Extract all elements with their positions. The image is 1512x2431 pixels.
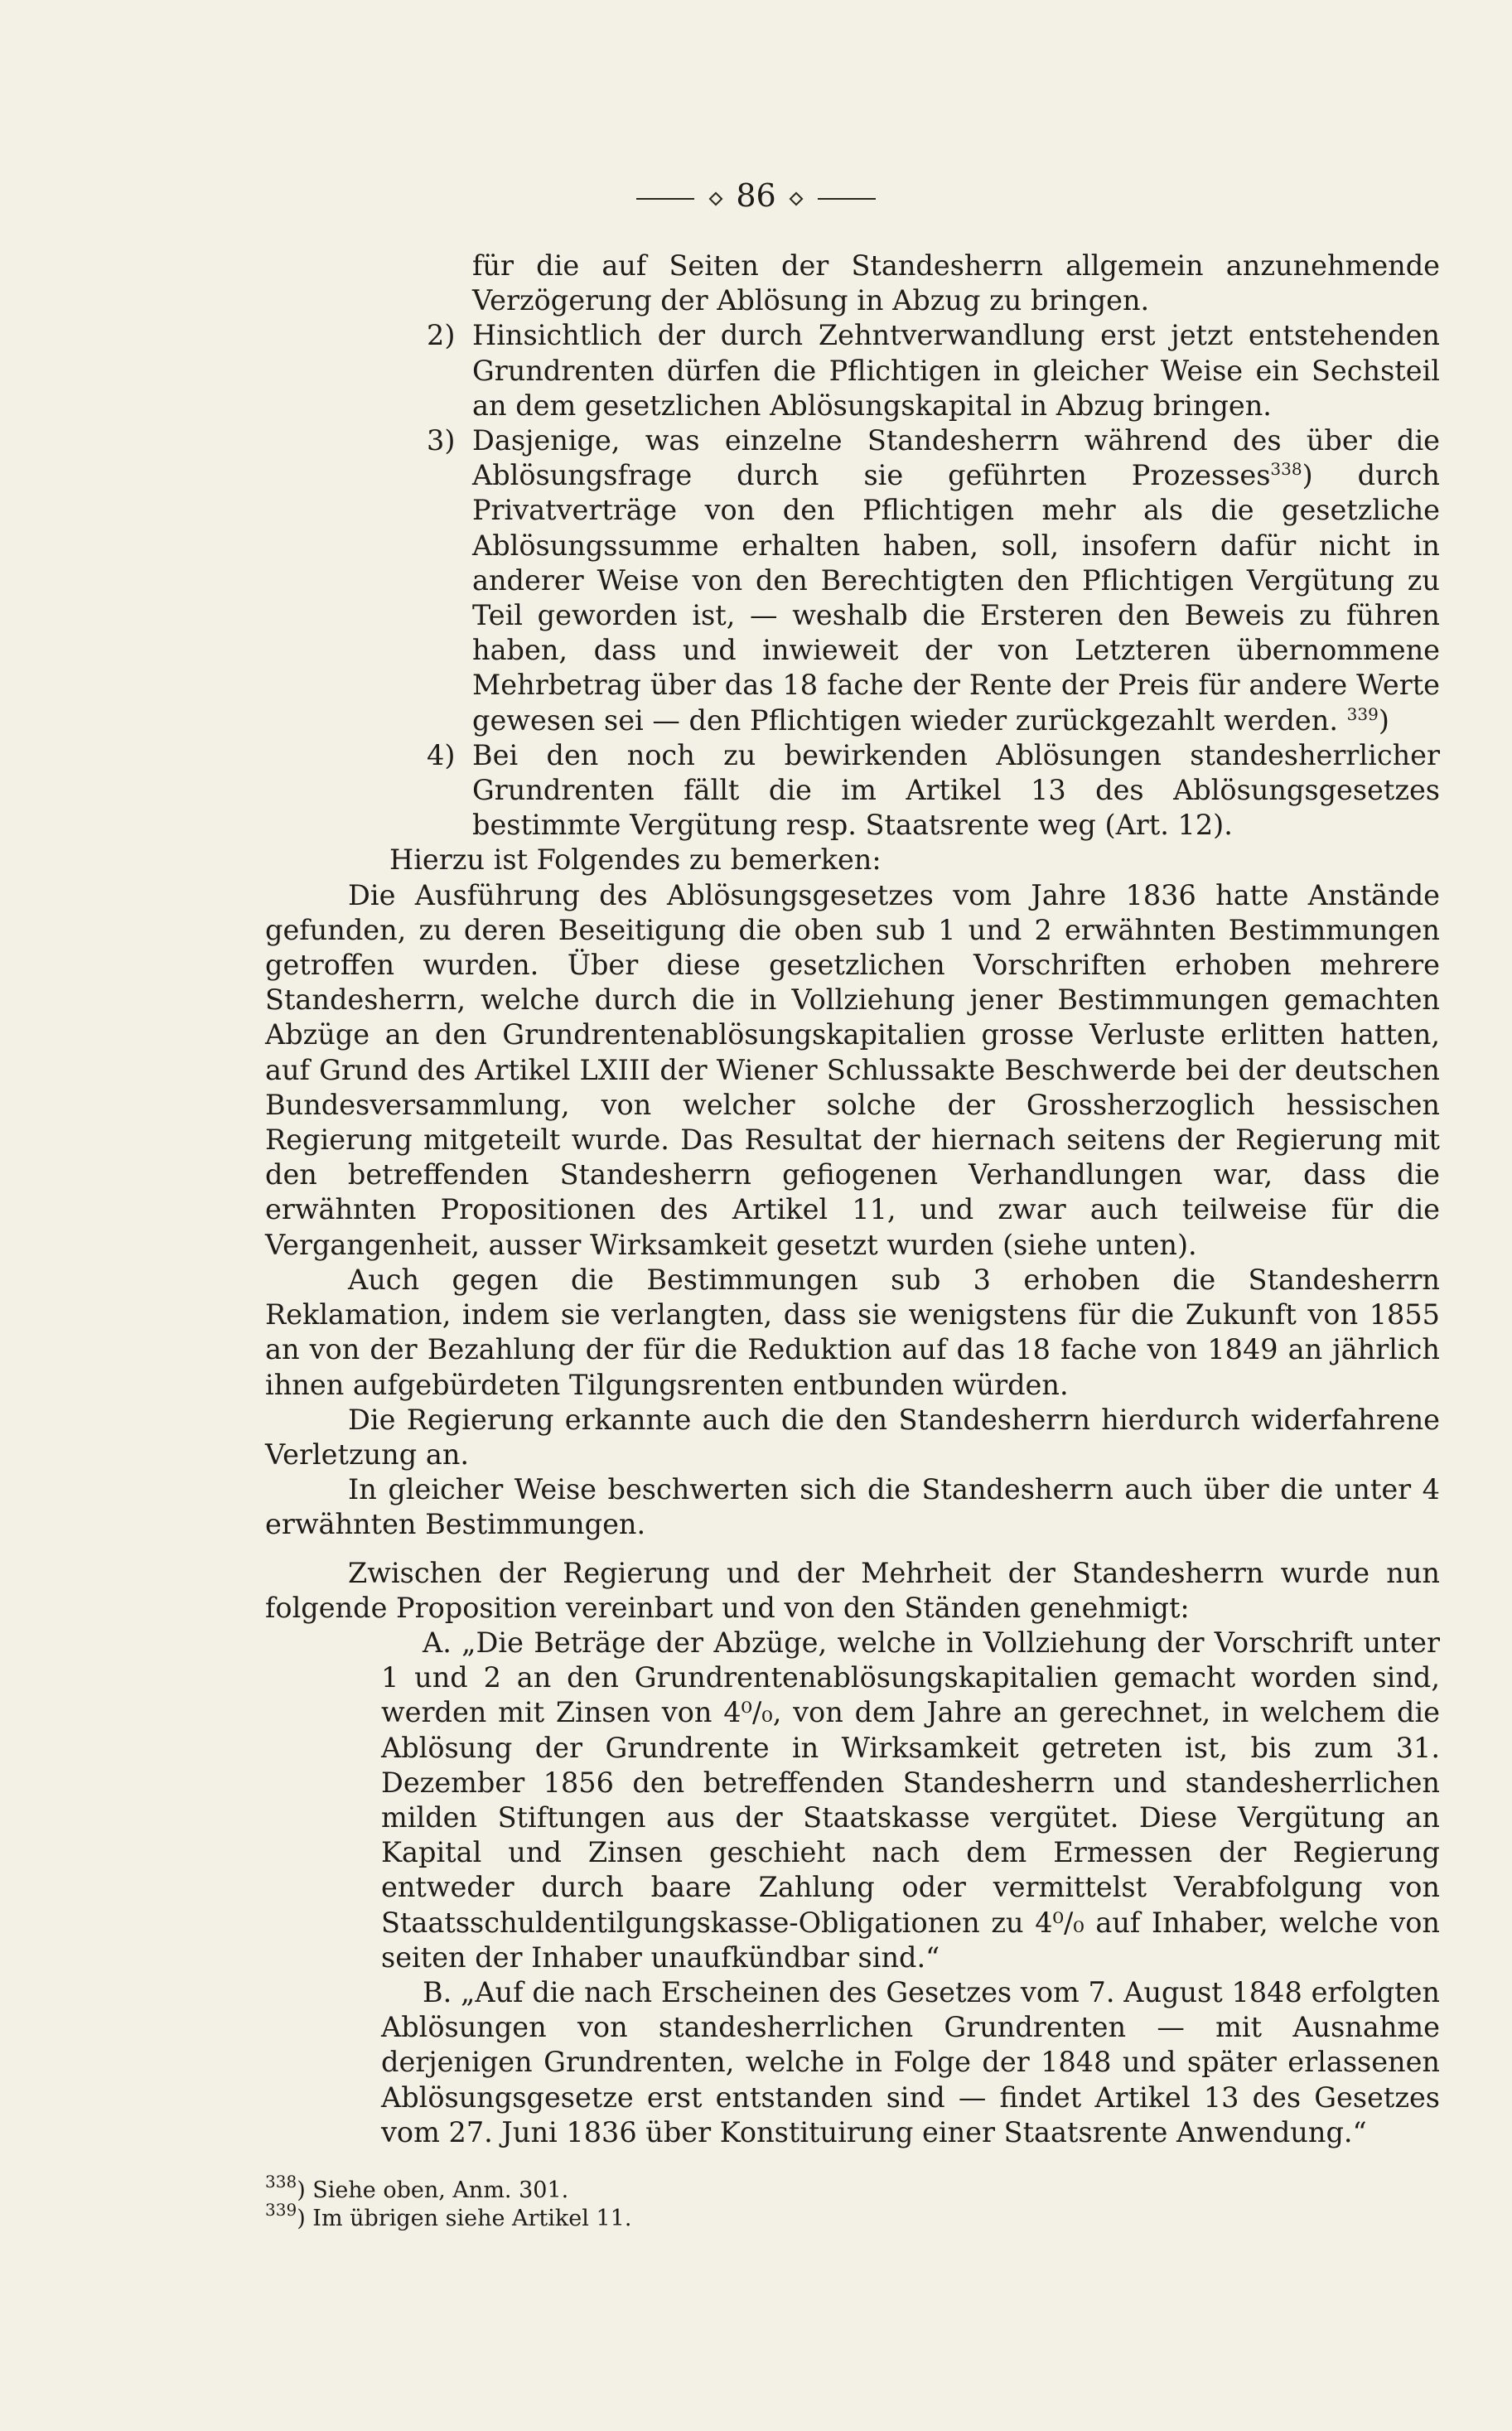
paragraph: Auch gegen die Bestimmungen sub 3 erhoben die Standesherrn Reklamation, indem sie verlangten, dass sie wenigstens für die Zukunft von 1855 an von der Bezahlung der für die Reduktion auf das 18 fache von 1849 an jährlich ihnen aufgebürdeten Tilgungsrenten entbunden würden. bbox=[265, 1263, 1440, 1401]
paragraph: Die Regierung erkannte auch die den Standesherrn hierdurch widerfahrene Verletzung an. bbox=[265, 1403, 1440, 1471]
ornament-left bbox=[636, 198, 694, 200]
footnote-ref-338[interactable]: 338 bbox=[1270, 459, 1302, 480]
list-item-text-a: Dasjenige, was einzelne Standesherrn während des über die Ablösungsfrage durch sie geführten Prozesses bbox=[472, 424, 1440, 492]
page-number: 86 bbox=[736, 177, 776, 214]
paragraph: In gleicher Weise beschwerten sich die Standesherrn auch über die unter 4 erwähnten Bestimmungen. bbox=[265, 1473, 1440, 1541]
list-number: 4) bbox=[427, 738, 456, 771]
list-item-4 bbox=[265, 738, 1440, 843]
list-item-3 bbox=[265, 423, 1440, 738]
footnote-text: ) Siehe oben, Anm. 301. bbox=[297, 2177, 569, 2203]
footnotes bbox=[265, 2171, 1440, 2233]
remark-heading: Hierzu ist Folgendes zu bemerken: bbox=[389, 843, 882, 877]
footnote-ref-339[interactable]: 339 bbox=[1346, 703, 1379, 724]
list-number: 2) bbox=[427, 319, 456, 352]
footnote-text: ) Im übrigen siehe Artikel 11. bbox=[297, 2205, 632, 2231]
list-item-text: Hinsichtlich der durch Zehntverwandlung erst jetzt entstehenden Grundrenten dürfen die Pflichtigen in gleicher Weise ein Sechsteil an dem gesetzlichen Ablösungskapital in Abzug bringen. bbox=[472, 319, 1440, 422]
main-text bbox=[265, 249, 1440, 2233]
proposition-b: B. „Auf die nach Erscheinen des Gesetzes vom 7. August 1848 erfolgten Ablösungen von standesherrlichen Grundrenten — mit Ausnahme derjenigen Grundrenten, welche in Folge der 1848 und später erlassenen Ablösungsgesetze erst entstanden sind — findet Artikel 13 des Gesetzes vom 27. Juni 1836 über Konstituirung einer Staatsrente Anwendung.“ bbox=[381, 1975, 1440, 2148]
list-item-text-b: ) durch Privatverträge von den Pflichtigen mehr als die gesetzliche Ablösungssumme erhalten haben, soll, insofern dafür nicht in anderer Weise von den Berechtigten den Pflichtigen Vergütung zu Teil geworden ist, — weshalb die Ersteren den Beweis zu führen haben, dass und inwieweit der von Letzteren übernommene Mehrbetrag über das 18 fache der Rente der Preis für andere Werte gewesen sei — den Pflichtigen wieder zurückgezahlt werden. bbox=[472, 459, 1440, 737]
list-item-2 bbox=[265, 318, 1440, 423]
proposition-a: A. „Die Beträge der Abzüge, welche in Vollziehung der Vorschrift unter 1 und 2 an den Grundrentenablösungskapitalien gemacht worden sind, werden mit Zinsen von 4⁰/₀, von dem Jahre an gerechnet, in welchem die Ablösung der Grundrente in Wirksamkeit getreten ist, bis zum 31. Dezember 1856 den betreffenden Standesherrn und standesherrlichen milden Stiftungen aus der Staatskasse vergütet. Diese Vergütung an Kapital und Zinsen geschieht nach dem Ermessen der Regierung entweder durch baare Zahlung oder vermittelst Verabfolgung von Staatsschuldentilgungskasse-Obligationen zu 4⁰/₀ auf Inhaber, welche von seiten der Inhaber unaufkündbar sind.“ bbox=[381, 1626, 1440, 1974]
paragraph: Die Ausführung des Ablösungsgesetzes vom Jahre 1836 hatte Anstände gefunden, zu deren Beseitigung die oben sub 1 und 2 erwähnten Bestimmungen getroffen wurden. Über diese gesetzlichen Vorschriften erhoben mehrere Standesherrn, welche durch die in Vollziehung jener Bestimmungen gemachten Abzüge an den Grundrentenablösungskapitalien grosse Verluste erlitten hatten, auf Grund des Artikel LXIII der Wiener Schlussakte Beschwerde bei der deutschen Bundesversammlung, von welcher solche der Grossherzoglich hessischen Regierung mitgeteilt wurde. Das Resultat der hiernach seitens der Regierung mit den betreffenden Standesherrn gefiogenen Verhandlungen war, dass die erwähnten Propositionen des Artikel 11, und zwar auch teilweise für die Vergangenheit, ausser Wirksamkeit gesetzt wurden (siehe unten). bbox=[265, 878, 1440, 1261]
page-header bbox=[0, 176, 1512, 215]
ornament-diamond-left bbox=[709, 191, 723, 205]
list-item-text: Bei den noch zu bewirkenden Ablösungen standesherrlicher Grundrenten fällt die im Artikel 13 des Ablösungsgesetzes bestimmte Vergütung resp. Staatsrente weg (Art. 12). bbox=[472, 738, 1440, 842]
footnote-number: 338 bbox=[265, 2171, 297, 2192]
footnote-339 bbox=[265, 2199, 1440, 2233]
footnote-number: 339 bbox=[265, 2199, 297, 2220]
paragraph: Zwischen der Regierung und der Mehrheit der Standesherrn wurde nun folgende Proposition vereinbart und von den Ständen genehmigt: bbox=[265, 1556, 1440, 1624]
footnote-338 bbox=[265, 2171, 1440, 2205]
list-number: 3) bbox=[427, 424, 456, 457]
ornament-diamond-right bbox=[789, 191, 803, 205]
paragraph-continuation: für die auf Seiten der Standesherrn allgemein anzunehmende Verzögerung der Ablösung in Abzug zu bringen. bbox=[472, 249, 1440, 317]
ornament-right bbox=[818, 198, 876, 200]
list-item-text-c: ) bbox=[1378, 703, 1389, 737]
